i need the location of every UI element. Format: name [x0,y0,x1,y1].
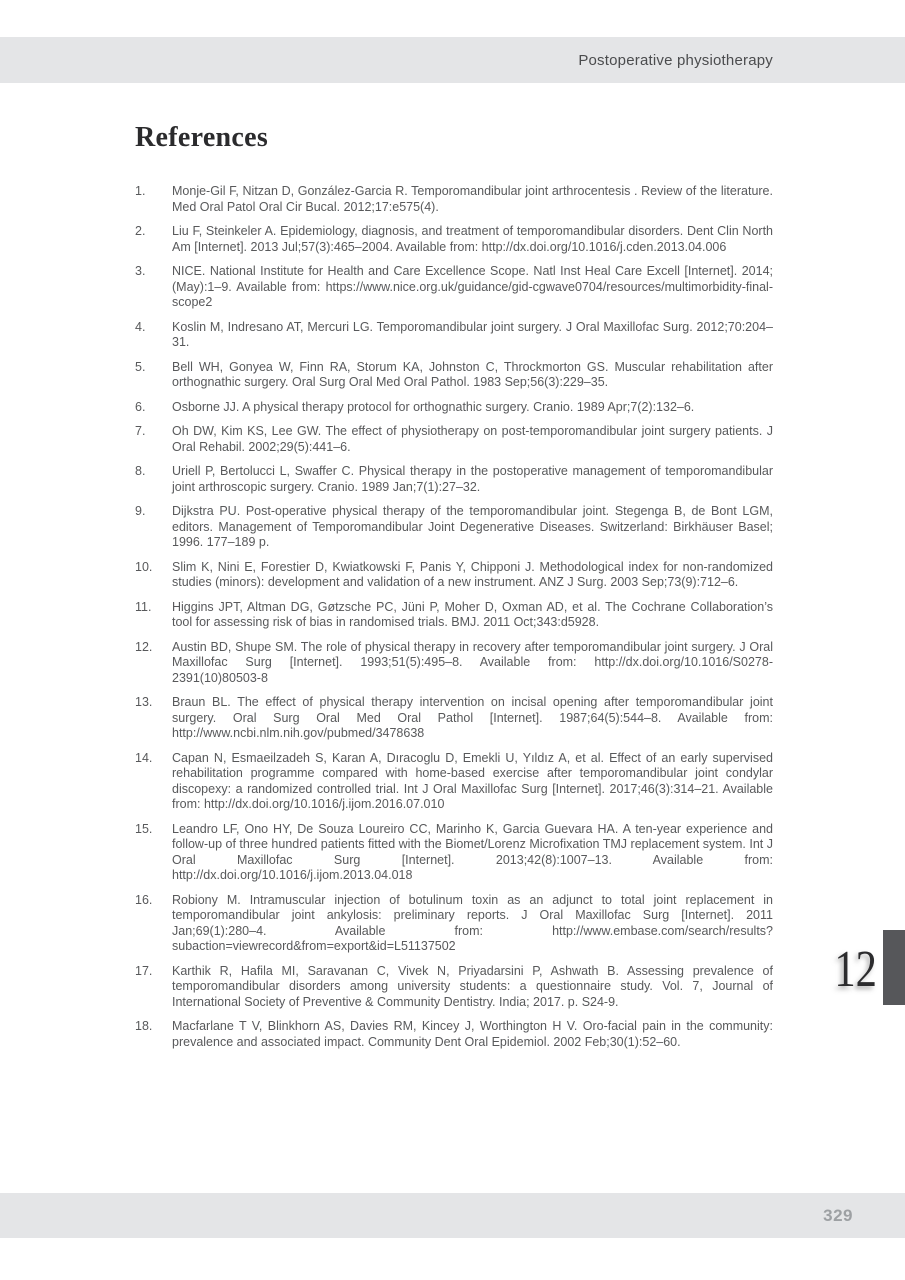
reference-number: 17. [135,963,153,978]
reference-item [135,560,773,591]
reference-item [135,224,773,255]
reference-number: 6. [135,399,146,414]
reference-list [135,184,773,1050]
reference-number: 18. [135,1019,153,1033]
chapter-tab-marker [883,930,905,1005]
reference-number: 11. [135,599,152,614]
reference-text: Monje-Gil F, Nitzan D, González-Garcia R. Temporomandibular joint arthrocentesis . Review of the literature. Med Oral Patol Oral Cir Bucal. 2012;17:e575(4). [172,184,773,214]
reference-item [135,1019,773,1050]
reference-number: 1. [135,184,146,198]
reference-item [135,264,773,311]
running-header-title: Postoperative physiotherapy [578,51,773,69]
reference-number: 5. [135,359,146,374]
reference-text: Capan N, Esmaeilzadeh S, Karan A, Dıracoglu D, Emekli U, Yıldız A, et al. Effect of an early supervised rehabilitation programme compared with home-based exercise after temporomandibular joint condylar discopexy: a randomized controlled trial. Int J Oral Maxillofac Surg [Internet]. 2017;46(3):314–21. Available from: http://dx.doi.org/10.1016/j.ijom.2016.07.010 [172,750,773,811]
reference-item [135,184,773,215]
reference-text: Slim K, Nini E, Forestier D, Kwiatkowski F, Panis Y, Chipponi J. Methodological index for non-randomized studies (minors): development and validation of a new instrument. ANZ J Surg. 2003 Sep;73(9):712–6. [172,559,773,589]
reference-text: Leandro LF, Ono HY, De Souza Loureiro CC, Marinho K, Garcia Guevara HA. A ten-year experience and follow-up of three hundred patients fitted with the Biomet/Lorenz Microfixation TMJ replacement system. Int J Oral Maxillofac Surg [Internet]. 2013;42(8):1007–13. Available from: http://dx.doi.org/10.1016/j.ijom.2013.04.018 [172,821,773,882]
reference-item [135,504,773,551]
reference-item [135,822,773,884]
reference-text: Karthik R, Hafila MI, Saravanan C, Vivek N, Priyadarsini P, Ashwath B. Assessing prevalence of temporomandibular disorders among university students: a questionnaire study. Vol. 7, Journal of International Society of Preventive & Community Dentistry. India; 2017. p. S24-9. [172,963,773,1009]
page-footer [0,1193,905,1238]
reference-item [135,964,773,1011]
reference-number: 7. [135,424,146,438]
reference-item [135,320,773,351]
reference-text: Liu F, Steinkeler A. Epidemiology, diagnosis, and treatment of temporomandibular disorders. Dent Clin North Am [Internet]. 2013 Jul;57(3):465–2004. Available from: http://dx.doi.org/10.1016/j.cden.2013.04.006 [172,224,773,254]
reference-number: 12. [135,639,153,654]
reference-item [135,893,773,955]
reference-text: Braun BL. The effect of physical therapy intervention on incisal opening after temporomandibular joint surgery. Oral Surg Oral Med Oral Pathol [Internet]. 1987;64(5):544–8. Available from: http://www.ncbi.nlm.nih.gov/pubmed/3478638 [172,695,773,740]
page-number: 329 [823,1205,853,1225]
reference-item [135,464,773,495]
reference-text: Macfarlane T V, Blinkhorn AS, Davies RM, Kincey J, Worthington H V. Oro-facial pain in the community: prevalence and associated impact. Community Dent Oral Epidemiol. 2002 Feb;30(1):52–60. [172,1019,773,1049]
reference-number: 9. [135,504,146,518]
reference-item [135,600,773,631]
reference-text: Oh DW, Kim KS, Lee GW. The effect of physiotherapy on post-temporomandibular joint surgery patients. J Oral Rehabil. 2002;29(5):441–6. [172,424,773,454]
reference-number: 15. [135,821,153,836]
references-section [135,122,773,1059]
reference-number: 8. [135,464,146,478]
reference-number: 2. [135,224,146,238]
reference-item [135,751,773,813]
reference-number: 10. [135,559,153,574]
reference-text: Bell WH, Gonyea W, Finn RA, Storum KA, Johnston C, Throckmorton GS. Muscular rehabilitation after orthognathic surgery. Oral Surg Oral Med Oral Pathol. 1983 Sep;56(3):229–35. [172,359,773,389]
reference-text: Higgins JPT, Altman DG, Gøtzsche PC, Jüni P, Moher D, Oxman AD, et al. The Cochrane Collaboration’s tool for assessing risk of bias in randomised trials. BMJ. 2011 Oct;343:d5928. [172,599,773,629]
reference-text: Dijkstra PU. Post-operative physical therapy of the temporomandibular joint. Stegenga B, de Bont LGM, editors. Management of Temporomandibular Joint Degenerative Diseases. Switzerland: Birkhäuser Basel; 1996. 177–189 p. [172,504,773,549]
reference-number: 3. [135,264,146,278]
reference-number: 16. [135,892,153,907]
reference-item [135,640,773,687]
reference-item [135,424,773,455]
reference-item [135,360,773,391]
reference-text: Koslin M, Indresano AT, Mercuri LG. Temporomandibular joint surgery. J Oral Maxillofac Surg. 2012;70:204–31. [172,319,773,349]
reference-text: Uriell P, Bertolucci L, Swaffer C. Physical therapy in the postoperative management of temporomandibular joint arthroscopic surgery. Cranio. 1989 Jan;7(1):27–32. [172,464,773,494]
reference-text: Osborne JJ. A physical therapy protocol for orthognathic surgery. Cranio. 1989 Apr;7(2):132–6. [172,399,695,414]
reference-number: 14. [135,750,153,765]
page-title: References [135,122,269,153]
reference-text: Robiony M. Intramuscular injection of botulinum toxin as an adjunct to total joint replacement in temporomandibular joint ankylosis: preliminary reports. J Oral Maxillofac Surg [Internet]. 2011 Jan;69(1):280–4. Available from: http://www.embase.com/search/results?subaction=viewrecord&from=export&id=L51137502 [172,892,773,953]
page-header [0,37,905,83]
reference-item [135,695,773,742]
reference-text: Austin BD, Shupe SM. The role of physical therapy in recovery after temporomandibular joint surgery. J Oral Maxillofac Surg [Internet]. 1993;51(5):495–8. Available from: http://dx.doi.org/10.1016/S0278-2391(10)80503-8 [172,639,773,685]
reference-number: 4. [135,319,146,334]
reference-item [135,400,773,416]
reference-number: 13. [135,695,153,709]
chapter-number: 12 [834,941,877,998]
reference-text: NICE. National Institute for Health and Care Excellence Scope. Natl Inst Heal Care Excell [Internet]. 2014;(May):1–9. Available from: https://www.nice.org.uk/guidance/gid-cgwave0704/resources/multimorbidity-final-scope2 [172,264,773,309]
